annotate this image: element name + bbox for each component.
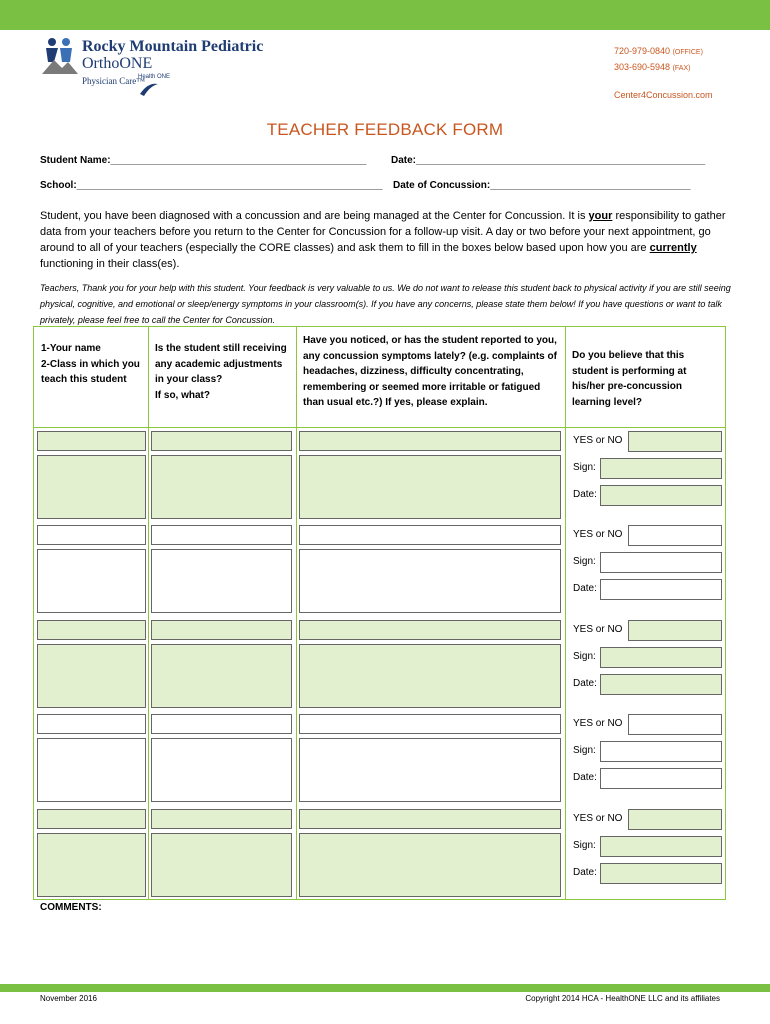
yes-no-input[interactable] <box>628 620 722 641</box>
table-row <box>34 428 725 522</box>
yes-no-label: YES or NO <box>573 435 623 446</box>
row-response-field[interactable] <box>151 455 292 519</box>
date-field[interactable]: Date:____________________________________________________ <box>391 155 706 166</box>
row-top-field[interactable] <box>299 431 561 451</box>
date-input[interactable] <box>600 674 722 695</box>
sign-input[interactable] <box>600 647 722 668</box>
student-name-field[interactable]: Student Name:______________________________________________ <box>40 155 367 166</box>
table-row <box>34 711 725 805</box>
row-response-field[interactable] <box>151 549 292 613</box>
healthone-swoosh-icon <box>140 82 158 96</box>
table-row <box>34 522 725 616</box>
yes-no-label: YES or NO <box>573 623 623 635</box>
emphasis-currently: currently <box>649 242 697 254</box>
sign-label: Sign: <box>573 745 596 757</box>
row-top-field[interactable] <box>151 714 292 734</box>
row-top-field[interactable] <box>151 525 292 545</box>
concussion-date-field[interactable]: Date of Concussion:____________________________________ <box>393 180 691 191</box>
phone-fax[interactable]: 303-690-5948 (FAX) <box>614 62 691 72</box>
row-response-field[interactable] <box>37 644 146 708</box>
column-header-symptoms: Have you noticed, or has the student reported to you, any concussion symptoms lately? (e.g. complaints of headaches, dizziness, difficulty concentrating, remembering or seemed more irritable or fatigued than usual etc.?) If yes, please explain. <box>303 335 557 408</box>
sign-label: Sign: <box>573 556 596 568</box>
date-label: Date: <box>573 489 597 500</box>
row-response-field[interactable] <box>299 833 561 897</box>
row-top-field[interactable] <box>151 809 292 829</box>
row-top-field[interactable] <box>151 431 292 451</box>
date-input[interactable] <box>600 485 722 506</box>
footer-date: November 2016 <box>40 994 97 1003</box>
row-response-field[interactable] <box>37 455 146 519</box>
bottom-brand-bar <box>0 984 770 992</box>
emphasis-your: your <box>588 210 613 222</box>
date-label: Date: <box>573 772 597 784</box>
sign-label: Sign: <box>573 462 596 473</box>
yes-no-label: YES or NO <box>573 529 623 541</box>
row-top-field[interactable] <box>151 620 292 640</box>
row-top-field[interactable] <box>37 714 146 734</box>
yes-no-input[interactable] <box>628 809 722 830</box>
column-header-teacher: 1-Your name 2-Class in which you teach this student <box>41 343 140 385</box>
row-top-field[interactable] <box>37 431 146 451</box>
contact-info <box>614 44 724 102</box>
date-label: Date: <box>573 583 597 595</box>
row-response-field[interactable] <box>299 455 561 519</box>
column-header-adjustments: Is the student still receiving any academic adjustments in your class? If so, what? <box>155 343 287 401</box>
date-input[interactable] <box>600 579 722 600</box>
sign-label: Sign: <box>573 839 596 851</box>
date-label: Date: <box>573 677 597 689</box>
row-top-field[interactable] <box>37 525 146 545</box>
sign-input[interactable] <box>600 552 722 573</box>
date-input[interactable] <box>600 863 722 884</box>
yes-no-input[interactable] <box>628 525 722 546</box>
row-top-field[interactable] <box>299 809 561 829</box>
sign-input[interactable] <box>600 836 722 857</box>
row-response-field[interactable] <box>299 549 561 613</box>
row-response-field[interactable] <box>151 644 292 708</box>
row-response-field[interactable] <box>37 738 146 802</box>
brand-subname: OrthoONE <box>82 55 153 72</box>
row-top-field[interactable] <box>299 525 561 545</box>
sign-input[interactable] <box>600 741 722 762</box>
logo <box>40 36 270 102</box>
row-top-field[interactable] <box>299 620 561 640</box>
row-response-field[interactable] <box>37 833 146 897</box>
row-response-field[interactable] <box>299 644 561 708</box>
website-link[interactable]: Center4Concussion.com <box>614 90 713 100</box>
row-response-field[interactable] <box>151 833 292 897</box>
intro-paragraph: Student, you have been diagnosed with a concussion and are being managed at the Center for Concussion. It is your responsibility to gather data from your teachers before you return to the Center for Concussion for a follow-up visit. A day or two before your next appointment, go around to all of your teachers (especially the CORE classes) and ask them to fill in the boxes below based upon how you are currently functioning in their class(es). <box>40 210 726 270</box>
form-title: TEACHER FEEDBACK FORM <box>266 120 504 139</box>
logo-figures-icon <box>40 36 80 76</box>
phone-office[interactable]: 720-979-0840 (OFFICE) <box>614 46 703 56</box>
table-row <box>34 806 725 900</box>
column-header-performance: Do you believe that this student is performing at his/her pre-concussion learning level? <box>572 350 687 408</box>
brand-tagline: Physician Care™ <box>82 76 146 86</box>
yes-no-input[interactable] <box>628 431 722 452</box>
footer-copyright: Copyright 2014 HCA - HealthONE LLC and its affiliates <box>525 994 720 1003</box>
date-label: Date: <box>573 866 597 878</box>
row-response-field[interactable] <box>37 549 146 613</box>
school-field[interactable]: School:_______________________________________________________ <box>40 180 383 191</box>
table-row <box>34 617 725 711</box>
top-brand-bar <box>0 0 770 30</box>
feedback-table <box>33 326 726 900</box>
comments-label: COMMENTS: <box>40 902 102 913</box>
yes-no-label: YES or NO <box>573 812 623 824</box>
row-response-field[interactable] <box>299 738 561 802</box>
date-input[interactable] <box>600 768 722 789</box>
row-top-field[interactable] <box>37 809 146 829</box>
yes-no-label: YES or NO <box>573 718 623 730</box>
brand-tagline-small: Health ONE <box>138 74 171 80</box>
sign-input[interactable] <box>600 458 722 479</box>
row-top-field[interactable] <box>299 714 561 734</box>
brand-name: Rocky Mountain Pediatric <box>82 38 264 55</box>
teacher-note: Teachers, Thank you for your help with this student. Your feedback is very valuable to us. We do not want to release this student back to physical activity if you are still seeing physical, cognitive, and emotional or sleep/energy symptoms in your classroom(s). If you have any concerns, please state them below! If you have questions or want to talk privately, please feel free to call the Center for Concussion. <box>40 283 731 325</box>
yes-no-input[interactable] <box>628 714 722 735</box>
sign-label: Sign: <box>573 650 596 662</box>
row-top-field[interactable] <box>37 620 146 640</box>
row-response-field[interactable] <box>151 738 292 802</box>
